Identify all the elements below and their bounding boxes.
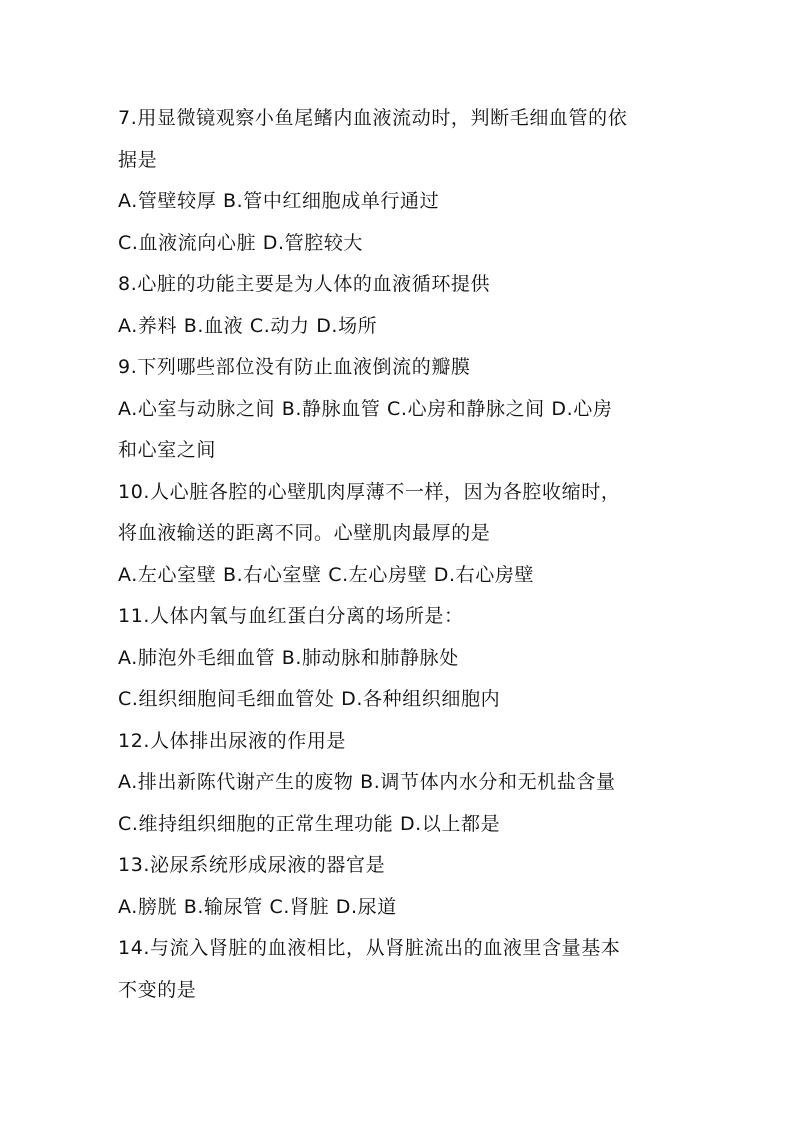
question-8-stem: 8.心脏的功能主要是为人体的血液循环提供 — [118, 273, 491, 295]
question-7-stem-cont: 据是 — [118, 149, 158, 171]
question-9-stem: 9.下列哪些部位没有防止血液倒流的瓣膜 — [118, 356, 471, 378]
question-7-options-ab: A.管壁较厚 B.管中红细胞成单行通过 — [118, 190, 440, 212]
question-11-options-ab: A.肺泡外毛细血管 B.肺动脉和肺静脉处 — [118, 647, 459, 669]
question-12-options-cd: C.维持组织细胞的正常生理功能 D.以上都是 — [118, 813, 501, 835]
question-7-options-cd: C.血液流向心脏 D.管腔较大 — [118, 232, 364, 254]
question-7-stem: 7.用显微镜观察小鱼尾鳍内血液流动时，判断毛细血管的依 — [118, 107, 628, 129]
question-8-options: A.养料 B.血液 C.动力 D.场所 — [118, 315, 378, 337]
question-10-options: A.左心室壁 B.右心室壁 C.左心房壁 D.右心房壁 — [118, 564, 535, 586]
question-14-stem: 14.与流入肾脏的血液相比，从肾脏流出的血液里含量基本 — [118, 937, 621, 959]
question-11-options-cd: C.组织细胞间毛细血管处 D.各种组织细胞内 — [118, 688, 501, 710]
question-12-stem: 12.人体排出尿液的作用是 — [118, 730, 347, 752]
question-9-options: A.心室与动脉之间 B.静脉血管 C.心房和静脉之间 D.心房 — [118, 398, 613, 420]
question-12-options-ab: A.排出新陈代谢产生的废物 B.调节体内水分和无机盐含量 — [118, 771, 616, 793]
question-13-stem: 13.泌尿系统形成尿液的器官是 — [118, 854, 386, 876]
question-13-options: A.膀胱 B.输尿管 C.肾脏 D.尿道 — [118, 896, 397, 918]
question-10-stem: 10.人心脏各腔的心壁肌肉厚薄不一样，因为各腔收缩时， — [118, 481, 621, 503]
question-10-stem-cont: 将血液输送的距离不同。心壁肌肉最厚的是 — [118, 522, 491, 544]
question-11-stem: 11.人体内氧与血红蛋白分离的场所是： — [118, 605, 464, 627]
question-14-stem-cont: 不变的是 — [118, 979, 197, 1001]
question-9-options-cont: 和心室之间 — [118, 439, 217, 461]
